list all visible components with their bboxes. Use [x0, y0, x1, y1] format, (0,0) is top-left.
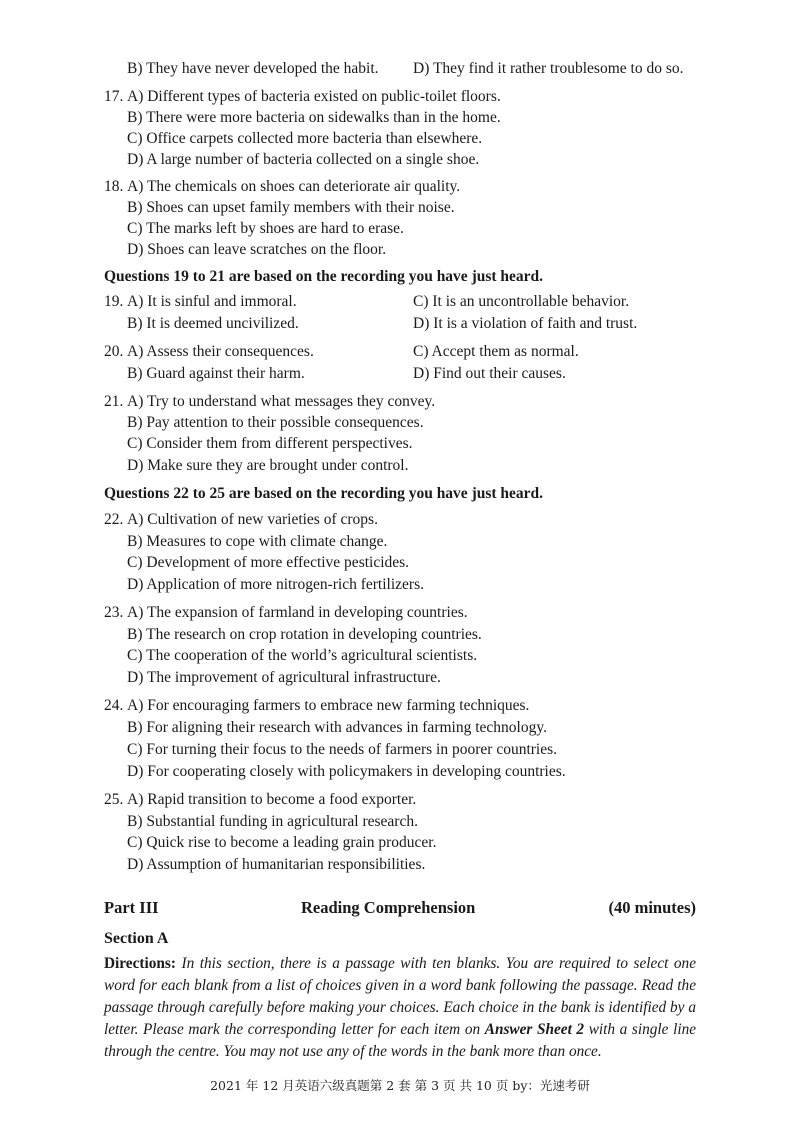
q25-option-a: A) Rapid transition to become a food exporter. — [127, 791, 417, 808]
q22-row-d — [104, 574, 696, 596]
q21-row-c — [104, 433, 696, 455]
directions-label: Directions: — [104, 955, 176, 972]
q17-row-b — [104, 107, 696, 129]
heading-questions-19-21: Questions 19 to 21 are based on the recording you have just heard. — [104, 268, 544, 285]
q19-option-c: C) It is an uncontrollable behavior. — [413, 293, 630, 310]
q24-option-a: A) For encouraging farmers to embrace new farming techniques. — [127, 697, 530, 714]
q20-row-bd — [104, 363, 696, 385]
q23-row-c — [104, 645, 696, 667]
q17-option-a: A) Different types of bacteria existed on public-toilet floors. — [127, 88, 501, 105]
q17-option-d: D) A large number of bacteria collected on a single shoe. — [127, 151, 480, 168]
q23-option-b: B) The research on crop rotation in developing countries. — [127, 626, 482, 643]
heading-questions-22-25: Questions 22 to 25 are based on the recording you have just heard. — [104, 485, 544, 502]
q18-option-a: A) The chemicals on shoes can deteriorate air quality. — [127, 178, 461, 195]
q25-row-c — [104, 832, 696, 854]
q25-row-b — [104, 811, 696, 833]
q20-number: 20. — [104, 343, 124, 360]
q22-row-b — [104, 531, 696, 553]
q22-option-b: B) Measures to cope with climate change. — [127, 533, 388, 550]
q20-option-a: A) Assess their consequences. — [127, 343, 314, 360]
q17-option-c: C) Office carpets collected more bacteria than elsewhere. — [127, 130, 483, 147]
q18-row-d — [104, 239, 696, 261]
q18-row-a — [104, 176, 696, 198]
q19-row-bd — [104, 313, 696, 335]
q18-option-b: B) Shoes can upset family members with their noise. — [127, 199, 455, 216]
q25-number: 25. — [104, 791, 124, 808]
q25-option-d: D) Assumption of humanitarian responsibilities. — [127, 856, 426, 873]
q18-row-c — [104, 218, 696, 240]
q20-option-b: B) Guard against their harm. — [127, 365, 305, 382]
q23-option-a: A) The expansion of farmland in developing countries. — [127, 604, 468, 621]
q23-option-d: D) The improvement of agricultural infrastructure. — [127, 669, 441, 686]
q23-row-a — [104, 602, 696, 624]
q19-option-b: B) It is deemed uncivilized. — [127, 315, 299, 332]
q20-row-ac — [104, 341, 696, 363]
directions-text-1: In this section, there is a passage with ten blanks. You are required to select one word for each blank from a list of choices given in a word bank following the passage. Read the passage through carefully before making your choices. Each choice in the bank is identified by a letter. Please mark the corresponding letter for each item on — [104, 955, 696, 1038]
q24-option-b: B) For aligning their research with advances in farming technology. — [127, 719, 547, 736]
q24-row-d — [104, 761, 696, 783]
q22-option-a: A) Cultivation of new varieties of crops. — [127, 511, 378, 528]
q17-option-b: B) There were more bacteria on sidewalks than in the home. — [127, 109, 501, 126]
q22-option-c: C) Development of more effective pesticides. — [127, 554, 410, 571]
q21-option-d: D) Make sure they are brought under control. — [127, 457, 409, 474]
q19-row-ac — [104, 291, 696, 313]
q16-option-b: B) They have never developed the habit. — [127, 60, 379, 77]
q18-number: 18. — [104, 178, 124, 195]
q22-row-c — [104, 552, 696, 574]
q25-row-a — [104, 789, 696, 811]
q23-number: 23. — [104, 604, 124, 621]
q21-option-a: A) Try to understand what messages they convey. — [127, 393, 436, 410]
q17-row-a — [104, 86, 696, 108]
q25-row-d — [104, 854, 696, 876]
q21-option-c: C) Consider them from different perspectives. — [127, 435, 413, 452]
q18-row-b — [104, 197, 696, 219]
part-title: Reading Comprehension — [301, 898, 476, 917]
q19-option-d: D) It is a violation of faith and trust. — [413, 315, 638, 332]
directions-answer-sheet: Answer Sheet 2 — [484, 1021, 585, 1038]
q21-row-d — [104, 455, 696, 477]
part-time: (40 minutes) — [608, 898, 696, 917]
q17-row-c — [104, 128, 696, 150]
q21-number: 21. — [104, 393, 124, 410]
q19-option-a: A) It is sinful and immoral. — [127, 293, 297, 310]
q17-number: 17. — [104, 88, 124, 105]
q21-row-a — [104, 391, 696, 413]
directions-text-2: with a single line through the centre. You may not use any of the words in the bank more than once. — [104, 1021, 697, 1060]
q24-number: 24. — [104, 697, 124, 714]
q16-option-d: D) They find it rather troublesome to do so. — [413, 60, 684, 77]
q22-option-d: D) Application of more nitrogen-rich fertilizers. — [127, 576, 424, 593]
part-label: Part III — [104, 898, 159, 917]
q23-row-b — [104, 624, 696, 646]
q22-number: 22. — [104, 511, 124, 528]
q24-row-c — [104, 739, 696, 761]
q21-option-b: B) Pay attention to their possible consequences. — [127, 414, 424, 431]
q20-option-d: D) Find out their causes. — [413, 365, 566, 382]
q18-option-c: C) The marks left by shoes are hard to erase. — [127, 220, 404, 237]
q21-row-b — [104, 412, 696, 434]
q25-option-c: C) Quick rise to become a leading grain producer. — [127, 834, 437, 851]
q20-option-c: C) Accept them as normal. — [413, 343, 579, 360]
section-a-heading: Section A — [104, 930, 169, 947]
q24-row-b — [104, 717, 696, 739]
q24-option-d: D) For cooperating closely with policymakers in developing countries. — [127, 763, 566, 780]
page-footer: 2021 年 12 月英语六级真题第 2 套 第 3 页 共 10 页 by：光速考研 — [210, 1078, 590, 1093]
q17-row-d — [104, 149, 696, 171]
q16-row-bd — [104, 58, 696, 80]
q24-option-c: C) For turning their focus to the needs of farmers in poorer countries. — [127, 741, 558, 758]
q25-option-b: B) Substantial funding in agricultural research. — [127, 813, 418, 830]
q23-row-d — [104, 667, 696, 689]
q24-row-a — [104, 695, 696, 717]
q19-number: 19. — [104, 293, 124, 310]
q22-row-a — [104, 509, 696, 531]
directions-paragraph — [104, 953, 696, 1063]
q18-option-d: D) Shoes can leave scratches on the floor. — [127, 241, 387, 258]
q23-option-c: C) The cooperation of the world’s agricultural scientists. — [127, 647, 478, 664]
